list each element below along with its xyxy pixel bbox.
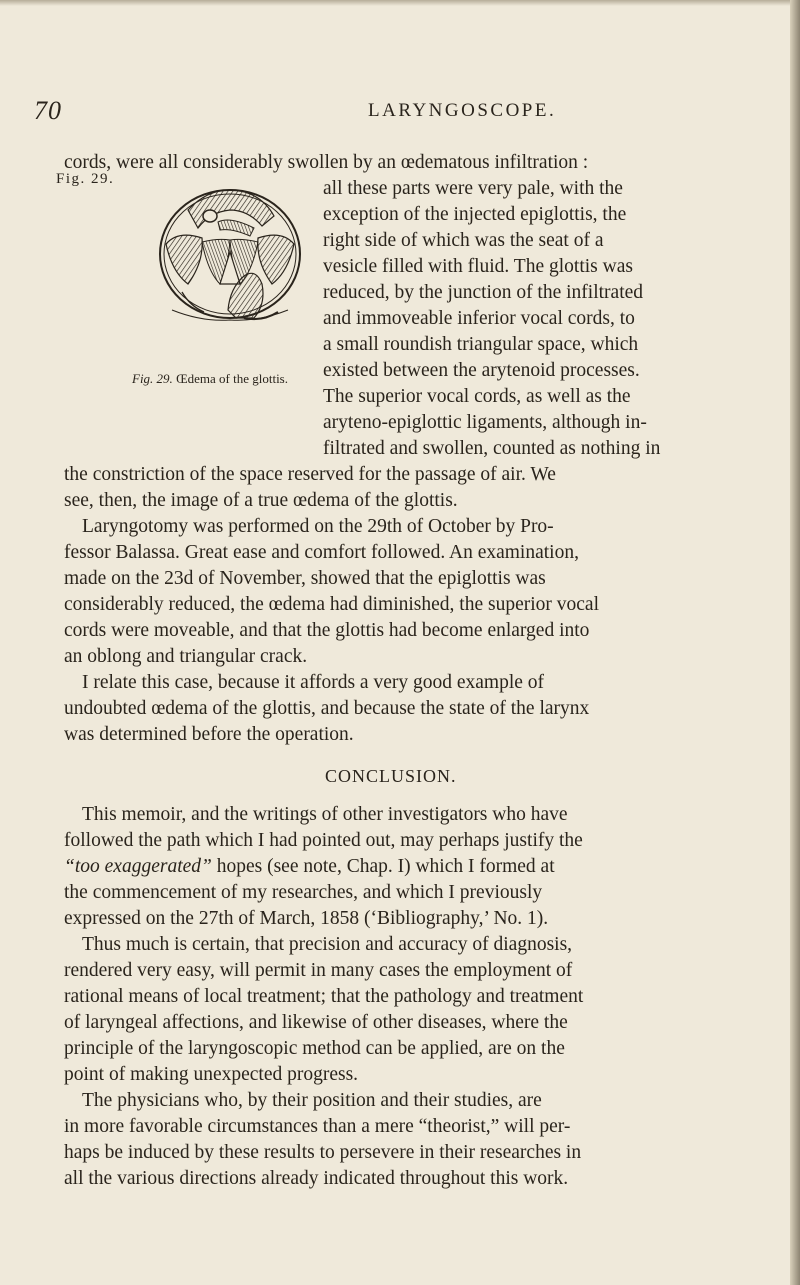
body-line: The superior vocal cords, as well as the xyxy=(323,386,631,407)
body-line: the constriction of the space reserved for the passage of air. We xyxy=(64,464,556,485)
body-line: rational means of local treatment; that the pathology and treatment xyxy=(64,986,584,1007)
section-heading: CONCLUSION. xyxy=(325,766,457,786)
figure-caption-number: Fig. 29. xyxy=(132,371,173,386)
body-line: Laryngotomy was performed on the 29th of October by Pro- xyxy=(82,516,554,537)
body-line: an oblong and triangular crack. xyxy=(64,646,308,667)
body-line: considerably reduced, the œdema had diminished, the superior vocal xyxy=(64,594,599,615)
body-line: see, then, the image of a true œdema of the glottis. xyxy=(64,490,458,511)
body-line: aryteno-epiglottic ligaments, although in- xyxy=(323,412,647,433)
body-line: followed the path which I had pointed out, may perhaps justify the xyxy=(64,830,583,851)
body-line: and immoveable inferior vocal cords, to xyxy=(323,308,635,329)
body-line: undoubted œdema of the glottis, and because the state of the larynx xyxy=(64,698,590,719)
body-line: point of making unexpected progress. xyxy=(64,1064,359,1085)
body-line: made on the 23d of November, showed that the epiglottis was xyxy=(64,568,546,589)
body-line: fessor Balassa. Great ease and comfort followed. An examination, xyxy=(64,542,579,563)
figure-caption xyxy=(132,371,288,387)
larynx-illustration-icon xyxy=(158,172,302,372)
body-line: haps be induced by these results to persevere in their researches in xyxy=(64,1142,582,1163)
body-line: a small roundish triangular space, which xyxy=(323,334,639,355)
body-line: Thus much is certain, that precision and accuracy of diagnosis, xyxy=(82,934,573,955)
body-line: cords were moveable, and that the glottis had become enlarged into xyxy=(64,620,590,641)
body-line: the commencement of my researches, and which I previously xyxy=(64,882,543,903)
body-line: cords, were all considerably swollen by an œdematous infiltration : xyxy=(64,152,589,173)
body-line: existed between the arytenoid processes. xyxy=(323,360,640,381)
body-line: reduced, by the junction of the infiltrated xyxy=(323,282,644,303)
running-head: LARYNGOSCOPE. xyxy=(368,100,557,121)
italic-phrase: “too exaggerated” xyxy=(64,856,212,877)
body-line: exception of the injected epiglottis, the xyxy=(323,204,627,225)
body-line xyxy=(64,854,555,880)
body-line: of laryngeal affections, and likewise of other diseases, where the xyxy=(64,1012,568,1033)
body-line: all the various directions already indicated throughout this work. xyxy=(64,1168,569,1189)
figure-label: Fig. 29. xyxy=(56,171,115,187)
page-number: 70 xyxy=(34,96,62,125)
body-line: I relate this case, because it affords a very good example of xyxy=(82,672,545,693)
body-line: all these parts were very pale, with the xyxy=(323,178,623,199)
body-line: was determined before the operation. xyxy=(64,724,354,745)
body-line: expressed on the 27th of March, 1858 (‘Bibliography,’ No. 1). xyxy=(64,908,549,929)
body-line: This memoir, and the writings of other investigators who have xyxy=(82,804,568,825)
body-line-rest: hopes (see note, Chap. I) which I formed at xyxy=(211,856,555,877)
page-top-shadow xyxy=(0,0,800,6)
body-line: vesicle filled with fluid. The glottis was xyxy=(323,256,633,277)
figure-caption-text: Œdema of the glottis. xyxy=(176,371,288,386)
body-line: The physicians who, by their position and their studies, are xyxy=(82,1090,542,1111)
body-line: filtrated and swollen, counted as nothing in xyxy=(323,438,661,459)
body-line: right side of which was the seat of a xyxy=(323,230,604,251)
body-line: principle of the laryngoscopic method can be applied, are on the xyxy=(64,1038,565,1059)
body-line: in more favorable circumstances than a mere “theorist,” will per- xyxy=(64,1116,571,1137)
page-edge-shadow xyxy=(790,0,800,1285)
body-line: rendered very easy, will permit in many cases the employment of xyxy=(64,960,573,981)
